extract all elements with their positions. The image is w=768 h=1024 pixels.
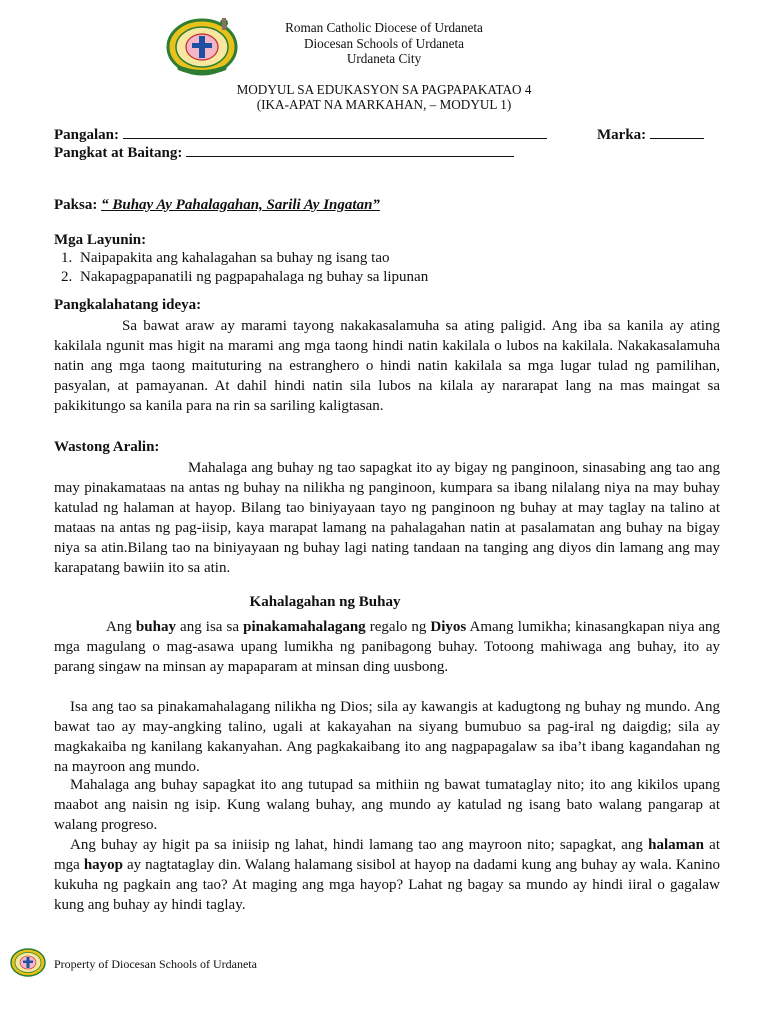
score-blank[interactable] [650,126,704,139]
name-blank[interactable] [123,126,547,139]
general-idea-text: Sa bawat araw ay marami tayong nakakasalamuha sa ating paligid. Ang iba sa kanila ay ating kakilala ngunit mas higit na marami ang mga taong hindi natin kakilala o lubos na kakilala. Nakakasalamuha natin ang mga taong maituturing na estranghero o hindi natin kakilala sa mga lugar tulad ng pamilihan, pasyalan, at pamayanan. At dahil hindi natin sila lubos na kilala ay nararapat lang na mas maingat sa pakikitungo sa kanila para na rin sa sariling kaligtasan. [54,318,720,414]
city-name: Urdaneta City [346,51,422,66]
diocesan-seal-icon [8,944,48,980]
section-field [54,144,514,162]
objective-item: 2. Nakapagpapanatili ng pagpapahalaga ng buhay sa lipunan [76,268,696,287]
score-field [597,126,704,144]
module-title: MODYUL SA EDUKASYON SA PAGPAPAKATAO 4 [236,82,532,97]
section-blank[interactable] [186,144,514,157]
topic-title: “ Buhay Ay Pahalagahan, Sarili Ay Ingatan” [101,197,380,213]
section-title: Kahalagahan ng Buhay [249,594,401,610]
name-field [54,126,547,144]
score-label: Marka: [597,127,647,143]
topic [54,197,380,214]
footer-text: Property of Diocesan Schools of Urdaneta [54,957,257,971]
school-name: Diocesan Schools of Urdaneta [303,36,465,51]
section-paragraph-4: Ang buhay ay higit pa sa iniisip ng lahat, hindi lamang tao ang mayroon nito; sapagkat, ang halaman at mga hayop ay nagtataglay din. Walang halamang sisibol at hayop na dadami kung ang buhay ay wala. Kanino kukuha ng pagkain ang tao? At maging ang mga hayop? Lahat ng bagay sa mundo ay hindi iiral o gagalaw kung ang buhay ay hindi taglay. [54,837,720,913]
lesson-text: Mahalaga ang buhay ng tao sapagkat ito ay bigay ng panginoon, sinasabing ang tao ang may pinakamataas na antas ng buhay na nilikha ng panginoon, kumpara sa ibang nilalang niya na may buhay katulad ng halaman at hayop. Bilang tao biniyayaan tayo ng panginoon ng buhay at may taglay na talino at mataas na antas ng pag-iisip, kaya marapat lamang na pahalagahan natin at pasalamatan ang buhay na bigay niya sa atin.Bilang tao na biniyayaan ng buhay lagi nating tandaan na tanging ang diyos din lamang ang may karapatang bawiin ito sa atin. [54,460,720,576]
section-label: Pangkat at Baitang: [54,145,183,161]
section-paragraph-3: Mahalaga ang buhay sapagkat ito ang tutupad sa mithiin ng bawat tumataglay nito; ito ang kikilos upang maabot ang naisin ng isip. Kung walang buhay, ang mundo ay katulad ng isang bato walang pangarap at walang progreso. [54,777,720,833]
section-paragraph-1: Ang buhay ang isa sa pinakamahalagang regalo ng Diyos Amang lumikha; kinasangkapan niya ang mga magulang o mag-asawa upang lumikha ng panibagong buhay. Totoong mahiwaga ang buhay, ito ay parang singaw na minsan ay mapaparam at minsan ding uusbong. [54,619,720,675]
objectives-list [54,249,696,287]
diocese-name: Roman Catholic Diocese of Urdaneta [285,20,483,35]
topic-label: Paksa: [54,197,98,213]
objective-item: 1. Naipapakita ang kahalagahan sa buhay ng isang tao [76,249,696,268]
name-label: Pangalan: [54,127,120,143]
module-subtitle: (IKA-APAT NA MARKAHAN, – MODYUL 1) [256,97,512,112]
lesson-heading: Wastong Aralin: [54,439,160,455]
general-idea-heading: Pangkalahatang ideya: [54,297,202,313]
section-paragraph-2: Isa ang tao sa pinakamahalagang nilikha ng Dios; sila ay kawangis at kadugtong ng buhay ng mundo. Ang bawat tao ay may-angking talino, ugali at kakayahan na siyang bumubuo sa pag-iral ng daigdig; sila ay magkakaiba ng kanilang kakanyahan. Ang pagkakaibang ito ang nagpapagalaw sa iba’t ibang kagandahan ng na mayroon ang mundo. [54,699,720,775]
objectives-heading: Mga Layunin: [54,232,147,248]
